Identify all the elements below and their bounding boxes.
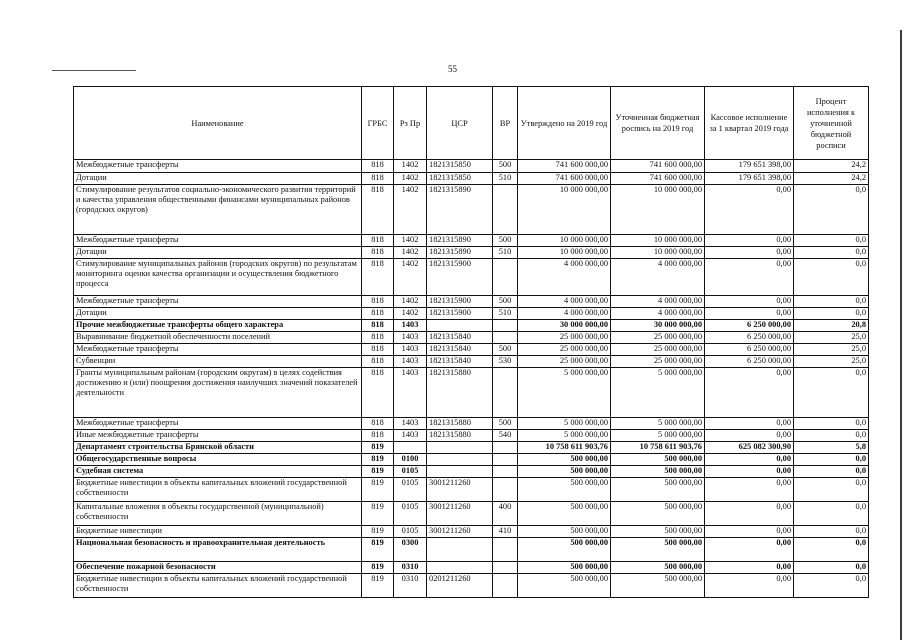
- row-csr: [427, 442, 493, 454]
- row-refined: 500 000,00: [611, 478, 705, 502]
- row-csr: 1821315840: [427, 344, 493, 356]
- row-rzpr: 0105: [394, 466, 427, 478]
- row-approved: 500 000,00: [518, 574, 611, 598]
- row-vr: [493, 562, 518, 574]
- header-name: Наименование: [74, 87, 362, 160]
- row-vr: 500: [493, 235, 518, 247]
- row-vr: 510: [493, 247, 518, 259]
- row-vr: 500: [493, 418, 518, 430]
- row-rzpr: 1403: [394, 430, 427, 442]
- row-percent: 25,0: [794, 332, 869, 344]
- row-refined: 4 000 000,00: [611, 308, 705, 320]
- row-refined: 10 000 000,00: [611, 235, 705, 247]
- row-rzpr: 0300: [394, 538, 427, 562]
- row-rzpr: 1402: [394, 308, 427, 320]
- row-grbs: 819: [362, 538, 394, 562]
- row-approved: 741 600 000,00: [518, 173, 611, 185]
- row-refined: 500 000,00: [611, 562, 705, 574]
- row-rzpr: [394, 442, 427, 454]
- table-row: [74, 478, 869, 502]
- row-refined: 30 000 000,00: [611, 320, 705, 332]
- row-approved: 4 000 000,00: [518, 308, 611, 320]
- row-cash: 0,00: [705, 308, 794, 320]
- table-row: [74, 538, 869, 562]
- row-grbs: 818: [362, 160, 394, 173]
- row-rzpr: 1402: [394, 160, 427, 173]
- row-cash: 0,00: [705, 538, 794, 562]
- row-percent: 0,0: [794, 418, 869, 430]
- row-name: Капитальные вложения в объекты государственной (муниципальной) собственности: [74, 502, 362, 526]
- row-percent: 0,0: [794, 235, 869, 247]
- row-name: Национальная безопасность и правоохранительная деятельность: [74, 538, 362, 562]
- row-csr: [427, 562, 493, 574]
- row-csr: [427, 538, 493, 562]
- table-row: [74, 454, 869, 466]
- row-rzpr: 0105: [394, 478, 427, 502]
- row-approved: 500 000,00: [518, 538, 611, 562]
- row-approved: 500 000,00: [518, 562, 611, 574]
- row-rzpr: 0310: [394, 562, 427, 574]
- row-vr: 500: [493, 296, 518, 308]
- row-name: Стимулирование результатов социально-экономического развития территорий и качества управления общественными финансами муниципальных районов (городских округов): [74, 185, 362, 235]
- row-csr: 1821315840: [427, 332, 493, 344]
- table-row: [74, 259, 869, 296]
- row-cash: 0,00: [705, 430, 794, 442]
- row-name: Стимулирование муниципальных районов (городских округов) по результатам мониторинга оценки качества организации и осуществления бюджетного процесса: [74, 259, 362, 296]
- row-csr: 1821315900: [427, 296, 493, 308]
- row-name: Дотации: [74, 173, 362, 185]
- row-csr: 1821315890: [427, 185, 493, 235]
- row-approved: 10 000 000,00: [518, 185, 611, 235]
- row-csr: 1821315890: [427, 235, 493, 247]
- row-vr: 530: [493, 356, 518, 368]
- row-rzpr: 0105: [394, 502, 427, 526]
- row-rzpr: 1403: [394, 418, 427, 430]
- row-cash: 0,00: [705, 259, 794, 296]
- table-row: [74, 320, 869, 332]
- row-grbs: 818: [362, 356, 394, 368]
- row-name: Общегосударственные вопросы: [74, 454, 362, 466]
- row-cash: 0,00: [705, 454, 794, 466]
- row-rzpr: 1402: [394, 235, 427, 247]
- row-csr: 3001211260: [427, 478, 493, 502]
- row-vr: 400: [493, 502, 518, 526]
- row-refined: 10 758 611 903,76: [611, 442, 705, 454]
- row-csr: 3001211260: [427, 502, 493, 526]
- row-refined: 500 000,00: [611, 538, 705, 562]
- row-cash: 6 250 000,00: [705, 344, 794, 356]
- row-refined: 25 000 000,00: [611, 344, 705, 356]
- row-vr: 540: [493, 430, 518, 442]
- table-row: [74, 332, 869, 344]
- row-csr: 1821315880: [427, 368, 493, 418]
- table-row: [74, 562, 869, 574]
- row-vr: [493, 368, 518, 418]
- row-grbs: 819: [362, 562, 394, 574]
- row-csr: 1821315880: [427, 418, 493, 430]
- row-percent: 0,0: [794, 562, 869, 574]
- header-rzpr: Рз Пр: [394, 87, 427, 160]
- row-refined: 4 000 000,00: [611, 296, 705, 308]
- header-vr: ВР: [493, 87, 518, 160]
- row-name: Межбюджетные трансферты: [74, 418, 362, 430]
- row-cash: 0,00: [705, 526, 794, 538]
- row-percent: 0,0: [794, 478, 869, 502]
- row-cash: 0,00: [705, 185, 794, 235]
- row-approved: 741 600 000,00: [518, 160, 611, 173]
- row-csr: 1821315850: [427, 160, 493, 173]
- row-refined: 25 000 000,00: [611, 356, 705, 368]
- row-csr: 1821315840: [427, 356, 493, 368]
- row-csr: 1821315880: [427, 430, 493, 442]
- row-approved: 25 000 000,00: [518, 344, 611, 356]
- row-percent: 24,2: [794, 160, 869, 173]
- row-refined: 25 000 000,00: [611, 332, 705, 344]
- row-grbs: 819: [362, 466, 394, 478]
- table-row: [74, 502, 869, 526]
- row-approved: 500 000,00: [518, 526, 611, 538]
- table-row: [74, 430, 869, 442]
- row-refined: 500 000,00: [611, 466, 705, 478]
- row-name: Иные межбюджетные трансферты: [74, 430, 362, 442]
- row-percent: 0,0: [794, 454, 869, 466]
- row-name: Бюджетные инвестиции: [74, 526, 362, 538]
- row-name: Обеспечение пожарной безопасности: [74, 562, 362, 574]
- row-vr: [493, 574, 518, 598]
- table-row: [74, 235, 869, 247]
- row-vr: [493, 442, 518, 454]
- row-cash: 0,00: [705, 247, 794, 259]
- row-vr: 510: [493, 308, 518, 320]
- row-grbs: 818: [362, 320, 394, 332]
- row-grbs: 818: [362, 235, 394, 247]
- table-row: [74, 466, 869, 478]
- row-cash: 0,00: [705, 478, 794, 502]
- row-csr: 1821315890: [427, 247, 493, 259]
- row-percent: 0,0: [794, 308, 869, 320]
- table-row: [74, 344, 869, 356]
- row-cash: 0,00: [705, 466, 794, 478]
- row-rzpr: 1402: [394, 185, 427, 235]
- row-grbs: 819: [362, 574, 394, 598]
- row-refined: 10 000 000,00: [611, 185, 705, 235]
- row-csr: [427, 320, 493, 332]
- table-row: [74, 173, 869, 185]
- header-percent: Процент исполнения к уточненной бюджетной росписи: [794, 87, 869, 160]
- row-approved: 10 000 000,00: [518, 235, 611, 247]
- row-refined: 741 600 000,00: [611, 173, 705, 185]
- row-cash: 0,00: [705, 418, 794, 430]
- row-approved: 4 000 000,00: [518, 296, 611, 308]
- row-cash: 0,00: [705, 502, 794, 526]
- header-cash: Кассовое исполнение за 1 квартал 2019 года: [705, 87, 794, 160]
- row-cash: 179 651 398,00: [705, 160, 794, 173]
- row-csr: 1821315850: [427, 173, 493, 185]
- row-refined: 10 000 000,00: [611, 247, 705, 259]
- row-percent: 0,0: [794, 430, 869, 442]
- row-cash: 6 250 000,00: [705, 320, 794, 332]
- row-name: Прочие межбюджетные трансферты общего характера: [74, 320, 362, 332]
- row-csr: 1821315900: [427, 259, 493, 296]
- row-name: Гранты муниципальным районам (городским округам) в целях содействия достижению и (или) поощрения достижения наилучших значений показателей деятельности: [74, 368, 362, 418]
- row-rzpr: 1402: [394, 296, 427, 308]
- row-approved: 5 000 000,00: [518, 430, 611, 442]
- row-percent: 0,0: [794, 502, 869, 526]
- row-name: Бюджетные инвестиции в объекты капитальных вложений государственной собственности: [74, 574, 362, 598]
- row-grbs: 818: [362, 173, 394, 185]
- row-name: Межбюджетные трансферты: [74, 344, 362, 356]
- row-refined: 5 000 000,00: [611, 430, 705, 442]
- row-vr: 500: [493, 344, 518, 356]
- header-grbs: ГРБС: [362, 87, 394, 160]
- table-row: [74, 160, 869, 173]
- row-grbs: 819: [362, 478, 394, 502]
- row-percent: 20,8: [794, 320, 869, 332]
- row-vr: [493, 466, 518, 478]
- row-percent: 24,2: [794, 173, 869, 185]
- row-rzpr: 1403: [394, 332, 427, 344]
- row-rzpr: 1402: [394, 247, 427, 259]
- row-vr: 500: [493, 160, 518, 173]
- row-name: Дотации: [74, 308, 362, 320]
- row-refined: 741 600 000,00: [611, 160, 705, 173]
- row-cash: 6 250 000,00: [705, 356, 794, 368]
- header-row: [74, 87, 869, 160]
- row-grbs: 818: [362, 344, 394, 356]
- row-name: Субвенции: [74, 356, 362, 368]
- row-percent: 25,0: [794, 344, 869, 356]
- row-percent: 25,0: [794, 356, 869, 368]
- row-csr: [427, 466, 493, 478]
- row-refined: 5 000 000,00: [611, 418, 705, 430]
- row-rzpr: 0105: [394, 526, 427, 538]
- row-cash: 625 082 300,90: [705, 442, 794, 454]
- row-rzpr: 0100: [394, 454, 427, 466]
- row-csr: [427, 454, 493, 466]
- table-row: [74, 368, 869, 418]
- row-approved: 500 000,00: [518, 478, 611, 502]
- row-approved: 500 000,00: [518, 502, 611, 526]
- row-cash: 0,00: [705, 368, 794, 418]
- row-refined: 500 000,00: [611, 454, 705, 466]
- row-percent: 5,8: [794, 442, 869, 454]
- row-name: Судебная система: [74, 466, 362, 478]
- row-cash: 6 250 000,00: [705, 332, 794, 344]
- row-grbs: 818: [362, 259, 394, 296]
- row-grbs: 818: [362, 247, 394, 259]
- page-edge-shadow: [900, 30, 902, 640]
- row-cash: 0,00: [705, 574, 794, 598]
- table-row: [74, 185, 869, 235]
- row-name: Межбюджетные трансферты: [74, 160, 362, 173]
- row-vr: [493, 320, 518, 332]
- page-number: 55: [448, 64, 457, 74]
- row-rzpr: 1403: [394, 368, 427, 418]
- row-cash: 0,00: [705, 562, 794, 574]
- row-rzpr: 1402: [394, 173, 427, 185]
- row-percent: 0,0: [794, 574, 869, 598]
- row-approved: 5 000 000,00: [518, 368, 611, 418]
- row-refined: 500 000,00: [611, 574, 705, 598]
- row-grbs: 819: [362, 442, 394, 454]
- row-approved: 10 758 611 903,76: [518, 442, 611, 454]
- row-grbs: 818: [362, 418, 394, 430]
- row-percent: 0,0: [794, 526, 869, 538]
- row-approved: 10 000 000,00: [518, 247, 611, 259]
- row-approved: 5 000 000,00: [518, 418, 611, 430]
- row-cash: 0,00: [705, 296, 794, 308]
- row-cash: 179 651 398,00: [705, 173, 794, 185]
- header-refined: Уточненная бюджетная роспись на 2019 год: [611, 87, 705, 160]
- row-grbs: 818: [362, 430, 394, 442]
- row-refined: 5 000 000,00: [611, 368, 705, 418]
- row-rzpr: 0310: [394, 574, 427, 598]
- row-percent: 0,0: [794, 538, 869, 562]
- row-percent: 0,0: [794, 296, 869, 308]
- row-vr: [493, 478, 518, 502]
- table-row: [74, 247, 869, 259]
- row-approved: 500 000,00: [518, 466, 611, 478]
- row-vr: 510: [493, 173, 518, 185]
- row-approved: 4 000 000,00: [518, 259, 611, 296]
- row-rzpr: 1403: [394, 344, 427, 356]
- row-rzpr: 1403: [394, 320, 427, 332]
- table-row: [74, 574, 869, 598]
- row-approved: 25 000 000,00: [518, 356, 611, 368]
- row-vr: 410: [493, 526, 518, 538]
- row-percent: 0,0: [794, 368, 869, 418]
- row-refined: 4 000 000,00: [611, 259, 705, 296]
- table-row: [74, 526, 869, 538]
- table-row: [74, 296, 869, 308]
- row-vr: [493, 538, 518, 562]
- row-percent: 0,0: [794, 247, 869, 259]
- table-row: [74, 442, 869, 454]
- row-grbs: 818: [362, 308, 394, 320]
- row-name: Выравнивание бюджетной обеспеченности поселений: [74, 332, 362, 344]
- row-approved: 25 000 000,00: [518, 332, 611, 344]
- row-grbs: 818: [362, 296, 394, 308]
- header-csr: ЦСР: [427, 87, 493, 160]
- row-grbs: 818: [362, 185, 394, 235]
- row-grbs: 819: [362, 502, 394, 526]
- row-vr: [493, 185, 518, 235]
- row-grbs: 819: [362, 454, 394, 466]
- row-vr: [493, 332, 518, 344]
- row-refined: 500 000,00: [611, 502, 705, 526]
- row-refined: 500 000,00: [611, 526, 705, 538]
- row-percent: 0,0: [794, 259, 869, 296]
- row-name: Межбюджетные трансферты: [74, 235, 362, 247]
- row-rzpr: 1403: [394, 356, 427, 368]
- table-row: [74, 356, 869, 368]
- row-csr: 1821315900: [427, 308, 493, 320]
- row-cash: 0,00: [705, 235, 794, 247]
- row-percent: 0,0: [794, 185, 869, 235]
- row-name: Департамент строительства Брянской области: [74, 442, 362, 454]
- row-vr: [493, 259, 518, 296]
- table-row: [74, 418, 869, 430]
- budget-execution-table: [73, 86, 869, 598]
- row-approved: 30 000 000,00: [518, 320, 611, 332]
- header-approved: Утверждено на 2019 год: [518, 87, 611, 160]
- row-csr: 0201211260: [427, 574, 493, 598]
- row-grbs: 819: [362, 526, 394, 538]
- table-row: [74, 308, 869, 320]
- row-grbs: 818: [362, 332, 394, 344]
- row-name: Бюджетные инвестиции в объекты капитальных вложений государственной собственности: [74, 478, 362, 502]
- row-rzpr: 1402: [394, 259, 427, 296]
- row-vr: [493, 454, 518, 466]
- row-name: Межбюджетные трансферты: [74, 296, 362, 308]
- row-name: Дотации: [74, 247, 362, 259]
- row-csr: 3001211260: [427, 526, 493, 538]
- row-approved: 500 000,00: [518, 454, 611, 466]
- row-percent: 0,0: [794, 466, 869, 478]
- row-grbs: 818: [362, 368, 394, 418]
